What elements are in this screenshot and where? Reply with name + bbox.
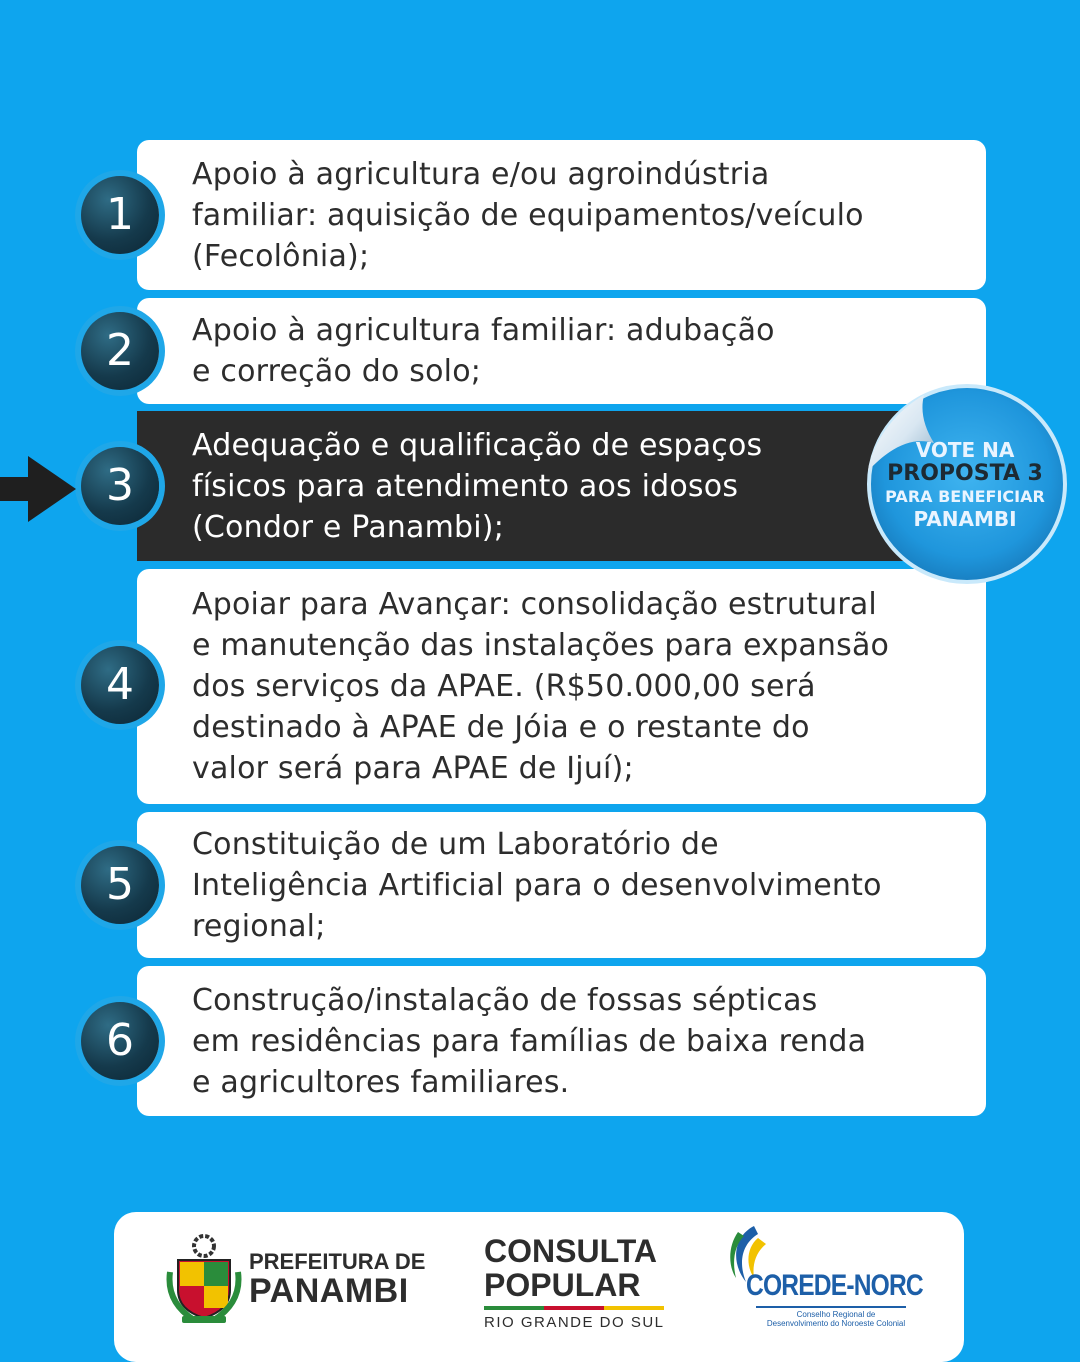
corede-subtitle-line-2: Desenvolvimento do Noroeste Colonial bbox=[766, 1319, 906, 1328]
proposal-card-6 bbox=[137, 966, 986, 1116]
flag-stripe bbox=[484, 1306, 664, 1310]
proposal-number-6: 6 bbox=[81, 1002, 159, 1080]
proposal-card-2 bbox=[137, 298, 986, 404]
proposal-number-2: 2 bbox=[81, 312, 159, 390]
proposal-text-2: Apoio à agricultura familiar: adubação e correção do solo; bbox=[192, 313, 775, 389]
badge-line-3: PARA BENEFICIAR bbox=[885, 487, 1045, 506]
badge-line-4: PANAMBI bbox=[913, 507, 1017, 531]
corede-divider bbox=[756, 1306, 906, 1308]
proposal-card-5 bbox=[137, 812, 986, 958]
proposal-number-5: 5 bbox=[81, 846, 159, 924]
corede-name: COREDE-NORC bbox=[746, 1269, 923, 1302]
consulta-line-1: CONSULTA bbox=[484, 1233, 658, 1269]
coat-of-arms-icon bbox=[164, 1232, 244, 1324]
prefeitura-line-1: PREFEITURA DE bbox=[249, 1249, 426, 1274]
right-arrow-icon bbox=[0, 456, 76, 522]
proposal-text-1: Apoio à agricultura e/ou agroindústria familiar: aquisição de equipamentos/veículo (Fecolônia); bbox=[192, 156, 864, 274]
prefeitura-logo bbox=[249, 1250, 425, 1308]
corede-subtitle bbox=[746, 1310, 926, 1328]
proposal-number-3: 3 bbox=[81, 447, 159, 525]
vote-badge bbox=[862, 438, 1068, 530]
corede-subtitle-line-1: Conselho Regional de bbox=[796, 1310, 876, 1319]
proposal-text-5: Constituição de um Laboratório de Inteligência Artificial para o desenvolvimento regional; bbox=[192, 826, 882, 944]
consulta-line-2: POPULAR bbox=[484, 1267, 641, 1303]
consulta-line-3: RIO GRANDE DO SUL bbox=[484, 1314, 665, 1331]
proposal-text-6: Construção/instalação de fossas sépticas em residências para famílias de baixa renda e agricultores familiares. bbox=[192, 982, 867, 1100]
proposal-text-3: Adequação e qualificação de espaços físicos para atendimento aos idosos (Condor e Panambi); bbox=[192, 427, 763, 545]
consulta-popular-logo bbox=[484, 1234, 666, 1331]
proposal-text-4: Apoiar para Avançar: consolidação estrutural e manutenção das instalações para expansão dos serviços da APAE. (R$50.000,00 será destinado à APAE de Jóia e o restante do valor será para APAE de Ijuí); bbox=[192, 587, 890, 786]
proposal-card-3 bbox=[137, 411, 986, 561]
prefeitura-line-2: PANAMBI bbox=[249, 1272, 409, 1310]
proposal-card-4 bbox=[137, 569, 986, 804]
proposal-card-1 bbox=[137, 140, 986, 290]
proposal-number-1: 1 bbox=[81, 176, 159, 254]
badge-line-2: PROPOSTA 3 bbox=[887, 461, 1043, 486]
badge-line-1: VOTE NA bbox=[915, 438, 1015, 462]
proposal-number-4: 4 bbox=[81, 646, 159, 724]
footer-logos bbox=[114, 1212, 964, 1362]
